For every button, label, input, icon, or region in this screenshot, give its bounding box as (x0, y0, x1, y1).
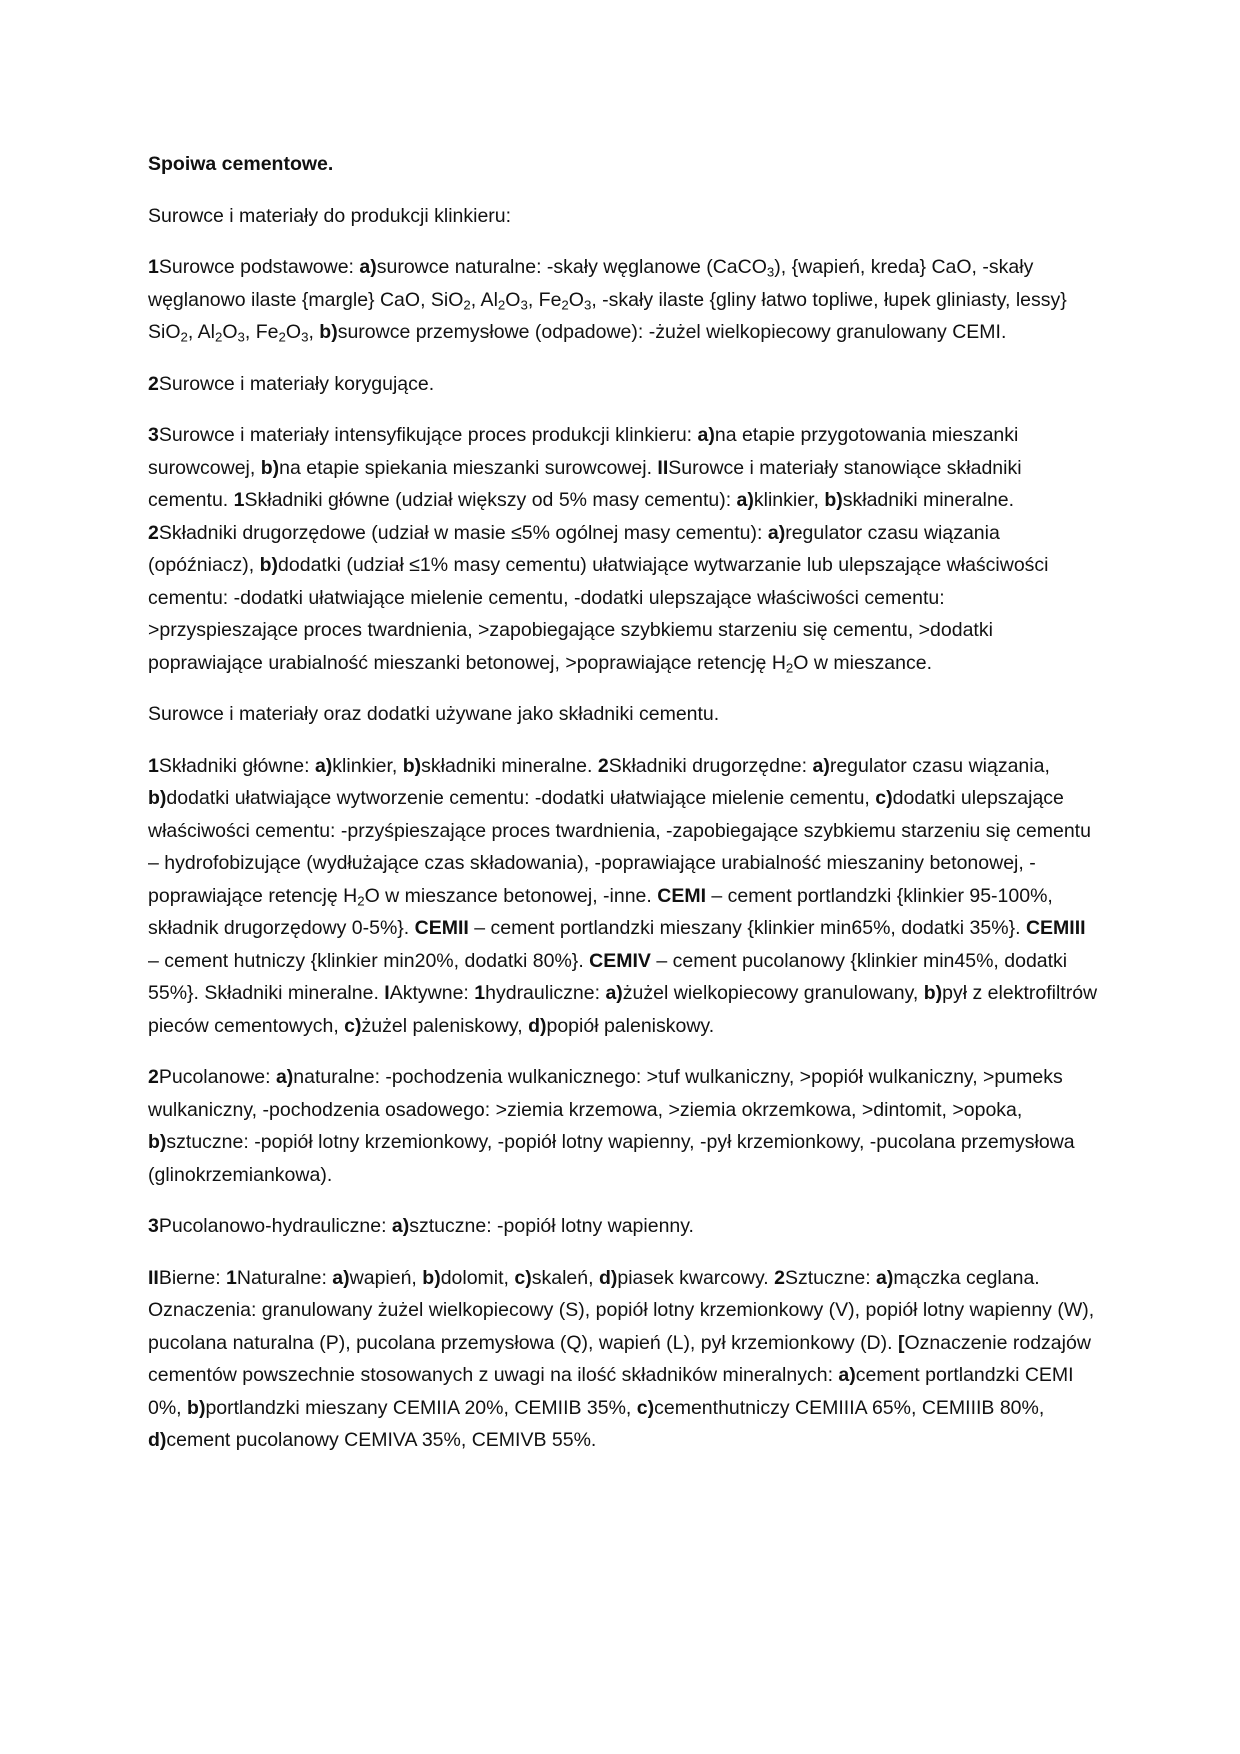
bold-marker: 2 (774, 1266, 785, 1289)
text-run: cementhutniczy CEMIIIA 65%, CEMIIIB 80%, (654, 1396, 1045, 1419)
bold-marker: 2 (148, 521, 159, 544)
paragraph (148, 698, 1098, 731)
subscript: 3 (766, 264, 775, 280)
text-run: regulator czasu wiązania (opóźniacz), (148, 521, 1000, 576)
text-run: składniki mineralne. (842, 489, 1014, 511)
bold-marker: d) (528, 1014, 547, 1037)
text-run: O w mieszance betonowej, -inne. (364, 884, 658, 907)
bold-marker: 3 (148, 1215, 159, 1237)
bold-marker: d) (148, 1429, 167, 1451)
subscript: 2 (785, 659, 794, 675)
bold-marker: b) (259, 554, 279, 576)
text-run: Pucolanowo-hydrauliczne: (158, 1215, 392, 1237)
text-run: popiół paleniskowy. (546, 1014, 715, 1037)
text-run: skaleń, (531, 1266, 599, 1289)
bold-marker: b) (187, 1396, 206, 1419)
bold-marker: a) (605, 982, 623, 1004)
text-run: Składniki główne (udział większy od 5% masy cementu): (244, 489, 737, 511)
text-run: Oznaczenie rodzajów cementów powszechnie stosowanych z uwagi na ilość składników mineralnych: (148, 1331, 1091, 1386)
text-run: na etapie przygotowania mieszanki surowcowej, (148, 424, 1019, 479)
subscript: 2 (357, 892, 365, 908)
bold-marker: b) (148, 1131, 167, 1153)
text-run: O (222, 321, 238, 343)
subscript: 2 (463, 296, 471, 312)
bold-marker: a) (767, 521, 786, 544)
text-run: ), {wapień, kreda} CaO, -skały węglanowo ilaste {margle} CaO, SiO (148, 256, 1034, 311)
text-run: cement portlandzki CEMI 0%, (148, 1364, 1074, 1419)
text-run: surowce naturalne: -skały węglanowe (CaCO (376, 256, 767, 278)
paragraph (148, 251, 1098, 349)
subscript: 2 (278, 329, 286, 345)
text-run: mączka ceglana. Oznaczenia: granulowany żużel wielkopiecowy (S), popiół lotny krzemionkowy (V), popiół lotny wapienny (W), pucolana naturalna (P), pucolana przemysłowa (Q), wapień (L), pył krzemionkowy (D). (148, 1266, 1095, 1354)
subscript: 3 (301, 329, 309, 345)
bold-marker: c) (636, 1396, 655, 1419)
bold-marker: 1 (233, 489, 245, 511)
paragraph (148, 200, 1098, 233)
text-run: , Al (470, 288, 498, 311)
bold-marker: a) (391, 1215, 410, 1237)
bold-marker: b) (260, 456, 280, 479)
bold-marker: CEMIV (589, 949, 651, 972)
bold-marker: 3 (148, 424, 159, 446)
text-run: O w mieszance. (793, 651, 932, 674)
bold-marker: a) (359, 256, 377, 278)
paragraph (148, 750, 1098, 1043)
text-run: naturalne: -pochodzenia wulkanicznego: >tuf wulkaniczny, >popiół wulkaniczny, >pumeks wulkaniczny, -pochodzenia osadowego: >ziemia krzemowa, >ziemia okrzemkowa, >dintomit, >opoka, (148, 1066, 1063, 1121)
text-run: żużel wielkopiecowy granulowany, (622, 982, 924, 1004)
bold-marker: a) (812, 754, 830, 777)
bold-marker: c) (875, 787, 893, 809)
text-run: hydrauliczne: (485, 982, 606, 1004)
text-run: , (308, 321, 320, 343)
document-body (148, 200, 1098, 1457)
text-run: Bierne: (158, 1266, 227, 1289)
text-run: – cement portlandzki mieszany {klinkier min65%, dodatki 35%}. (468, 917, 1026, 939)
text-run: dodatki (udział ≤1% masy cementu) ułatwiające wytwarzanie lub ulepszające właściwości cementu: -dodatki ułatwiające mielenie cementu, -dodatki ulepszające właściwości cementu: >przyspieszające proces twardnienia, >zapobiegające szybkiemu starzeniu się cementu, >dodatki poprawiające urabialność mieszanki betonowej, >poprawiające retencję H (148, 554, 1049, 674)
bold-marker: b) (422, 1266, 441, 1289)
text-run: Naturalne: (236, 1266, 333, 1289)
bold-marker: a) (838, 1364, 856, 1386)
text-run: Składniki drugorzędne: (608, 754, 813, 777)
text-run: Pucolanowe: (158, 1066, 276, 1088)
text-run: składniki mineralne. (421, 754, 598, 777)
bold-marker: 2 (597, 754, 609, 777)
bold-marker: 1 (148, 256, 159, 278)
text-run: Składniki drugorzędowe (udział w masie ≤5% ogólnej masy cementu): (158, 521, 768, 544)
bold-marker: b) (148, 787, 167, 809)
text-run: Aktywne: (389, 982, 475, 1004)
text-run: Sztuczne: (784, 1266, 877, 1289)
text-run: dodatki ułatwiające wytworzenie cementu: -dodatki ułatwiające mielenie cementu, (166, 787, 876, 809)
text-run: Surowce i materiały stanowiące składniki cementu. (148, 456, 1022, 511)
bold-marker: b) (402, 754, 422, 777)
text-run: Składniki główne: (158, 754, 315, 777)
bold-marker: CEMII (414, 917, 469, 939)
text-run: Surowce i materiały intensyfikujące proces produkcji klinkieru: (158, 424, 698, 446)
text-run: pył z elektrofiltrów pieców cementowych, (148, 982, 1098, 1037)
subscript: 2 (215, 329, 223, 345)
text-run: O (285, 321, 302, 343)
bold-marker: b) (319, 321, 338, 343)
text-run: klinkier, (753, 489, 825, 511)
text-run: sztuczne: -popiół lotny wapienny. (409, 1215, 694, 1237)
text-run: O (568, 288, 584, 311)
text-run: wapień, (349, 1266, 423, 1289)
paragraph (148, 1262, 1098, 1457)
bold-marker: a) (736, 489, 754, 511)
text-run: sztuczne: -popiół lotny krzemionkowy, -popiół lotny wapienny, -pył krzemionkowy, -pucolana przemysłowa (glinokrzemiankowa). (148, 1131, 1075, 1186)
bold-marker: a) (876, 1266, 894, 1289)
text-run: portlandzki mieszany CEMIIA 20%, CEMIIB 35%, (205, 1396, 637, 1419)
bold-marker: [ (897, 1331, 905, 1354)
bold-marker: a) (332, 1266, 350, 1289)
text-run: piasek kwarcowy. (617, 1266, 775, 1289)
bold-marker: a) (697, 424, 715, 446)
bold-marker: CEMIII (1025, 917, 1086, 939)
bold-marker: a) (275, 1066, 294, 1088)
text-run: klinkier, (332, 754, 403, 777)
subscript: 3 (520, 296, 528, 312)
text-run: , Fe (244, 321, 279, 343)
document-title: Spoiwa cementowe. (148, 153, 334, 175)
text-run: dolomit, (440, 1266, 515, 1289)
subscript: 2 (561, 296, 569, 312)
bold-marker: II (148, 1266, 159, 1289)
text-run: , Fe (527, 288, 562, 311)
text-run: dodatki ulepszające właściwości cementu: -przyśpieszające proces twardnienia, -zapobiegające szybkiemu starzeniu się cementu – hydrofobizujące (wydłużające czas składowania), -poprawiające urabialność mieszaniny betonowej, -poprawiające retencję H (148, 787, 1091, 907)
bold-marker: a) (314, 754, 333, 777)
text-run: , -skały ilaste {gliny łatwo topliwe, łupek gliniasty, lessy} SiO (148, 288, 1067, 343)
paragraph (148, 368, 1098, 401)
text-run: , Al (187, 321, 215, 343)
bold-marker: c) (344, 1014, 362, 1037)
text-run: Surowce i materiały do produkcji klinkieru: (148, 204, 512, 227)
bold-marker: 1 (474, 982, 486, 1004)
document-page (148, 148, 1098, 1476)
bold-marker: II (657, 456, 669, 479)
text-run: Surowce i materiały korygujące. (158, 372, 435, 395)
text-run: regulator czasu wiązania, (829, 754, 1050, 777)
text-run: – cement pucolanowy {klinkier min45%, dodatki 55%}. Składniki mineralne. (148, 949, 1068, 1004)
bold-marker: b) (824, 489, 843, 511)
text-run: cement pucolanowy CEMIVA 35%, CEMIVB 55%. (166, 1429, 597, 1451)
bold-marker: 2 (148, 1066, 159, 1088)
subscript: 3 (583, 296, 592, 312)
subscript: 2 (180, 329, 188, 345)
text-run: na etapie spiekania mieszanki surowcowej. (279, 456, 658, 479)
text-run: – cement portlandzki {klinkier 95-100%, składnik drugorzędowy 0-5%}. (148, 884, 1053, 939)
bold-marker: 1 (226, 1266, 237, 1289)
bold-marker: b) (923, 982, 943, 1004)
bold-marker: d) (598, 1266, 618, 1289)
text-run: Surowce i materiały oraz dodatki używane jako składniki cementu. (148, 703, 720, 725)
paragraph (148, 419, 1098, 679)
bold-marker: 2 (148, 372, 159, 395)
text-run: – cement hutniczy {klinkier min20%, dodatki 80%}. (148, 949, 590, 972)
bold-marker: I (384, 982, 390, 1004)
text-run: żużel paleniskowy, (361, 1014, 529, 1037)
paragraph (148, 1210, 1098, 1243)
text-run: surowce przemysłowe (odpadowe): -żużel wielkopiecowy granulowany CEMI. (337, 321, 1007, 343)
subscript: 3 (237, 329, 245, 345)
paragraph (148, 1061, 1098, 1191)
bold-marker: CEMI (657, 884, 706, 907)
bold-marker: 1 (148, 754, 159, 777)
text-run: Surowce podstawowe: (158, 256, 360, 278)
subscript: 2 (497, 296, 506, 312)
text-run: O (505, 288, 521, 311)
bold-marker: c) (514, 1266, 532, 1289)
